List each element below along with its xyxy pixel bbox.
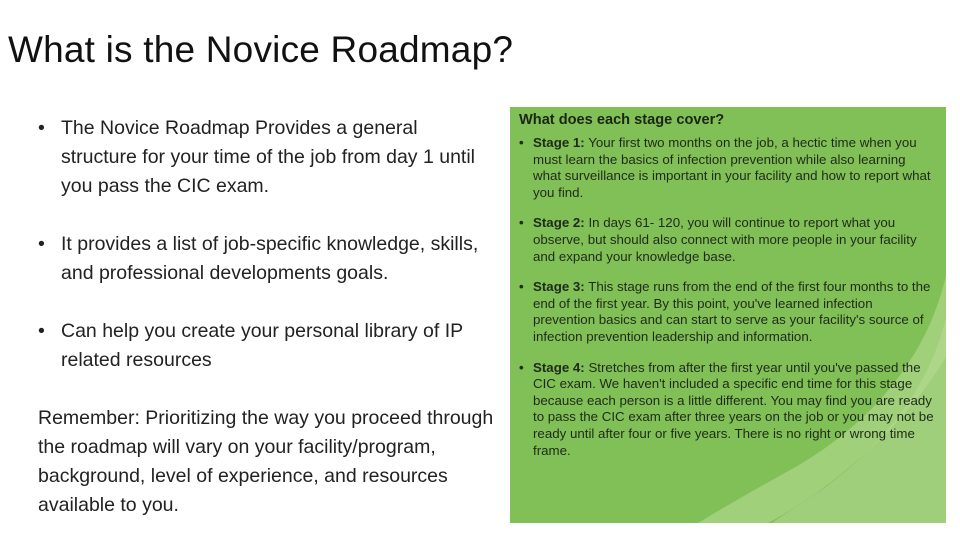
stage-label: Stage 3: bbox=[533, 279, 585, 295]
slide-title: What is the Novice Roadmap? bbox=[8, 29, 514, 70]
stage-text: This stage runs from the end of the first four months to the end of the first year. By this point, you've learned infection prevention basics and can start to serve as your facility's source of infection prevention leadership and information. bbox=[533, 279, 931, 344]
bullet-structure: • The Novice Roadmap Provides a general structure for your time of the job from day 1 until you pass the CIC exam. bbox=[38, 114, 498, 201]
stage-item bbox=[519, 135, 936, 201]
stage-label: Stage 4: bbox=[533, 359, 585, 375]
bullet-list bbox=[38, 114, 498, 375]
panel-heading: What does each stage cover? bbox=[519, 112, 725, 128]
bullet-goals: • It provides a list of job-specific knowledge, skills, and professional developments goals. bbox=[38, 230, 498, 288]
stage-label: Stage 1: bbox=[533, 135, 585, 150]
stage-item bbox=[519, 215, 936, 265]
stage-text: Stretches from after the first year until you've passed the CIC exam. We haven't included a specific end time for this stage because each person is a little different. You may find you are ready to pass the CIC exam after three years on the job or you may not be ready until after four or five years. There is no right or wrong time frame. bbox=[533, 359, 934, 458]
stages-panel-image bbox=[510, 107, 946, 523]
slide-body bbox=[38, 114, 498, 520]
stage-label: Stage 2: bbox=[533, 215, 585, 231]
stage-item bbox=[519, 360, 936, 460]
stage-text: In days 61- 120, you will continue to report what you observe, but should also connect with more people in your facility and expand your knowledge base. bbox=[533, 215, 917, 264]
bullet-library: • Can help you create your personal library of IP related resources bbox=[38, 317, 498, 375]
remember-note: Remember: Prioritizing the way you proceed through the roadmap will vary on your facility/program, background, level of experience, and resources available to you. bbox=[38, 407, 494, 516]
stage-text: Your first two months on the job, a hectic time when you must learn the basics of infection prevention while also learning what surveillance is important in your facility and how to report what you find. bbox=[533, 135, 931, 200]
stage-list bbox=[519, 135, 936, 459]
stage-item bbox=[519, 279, 936, 345]
